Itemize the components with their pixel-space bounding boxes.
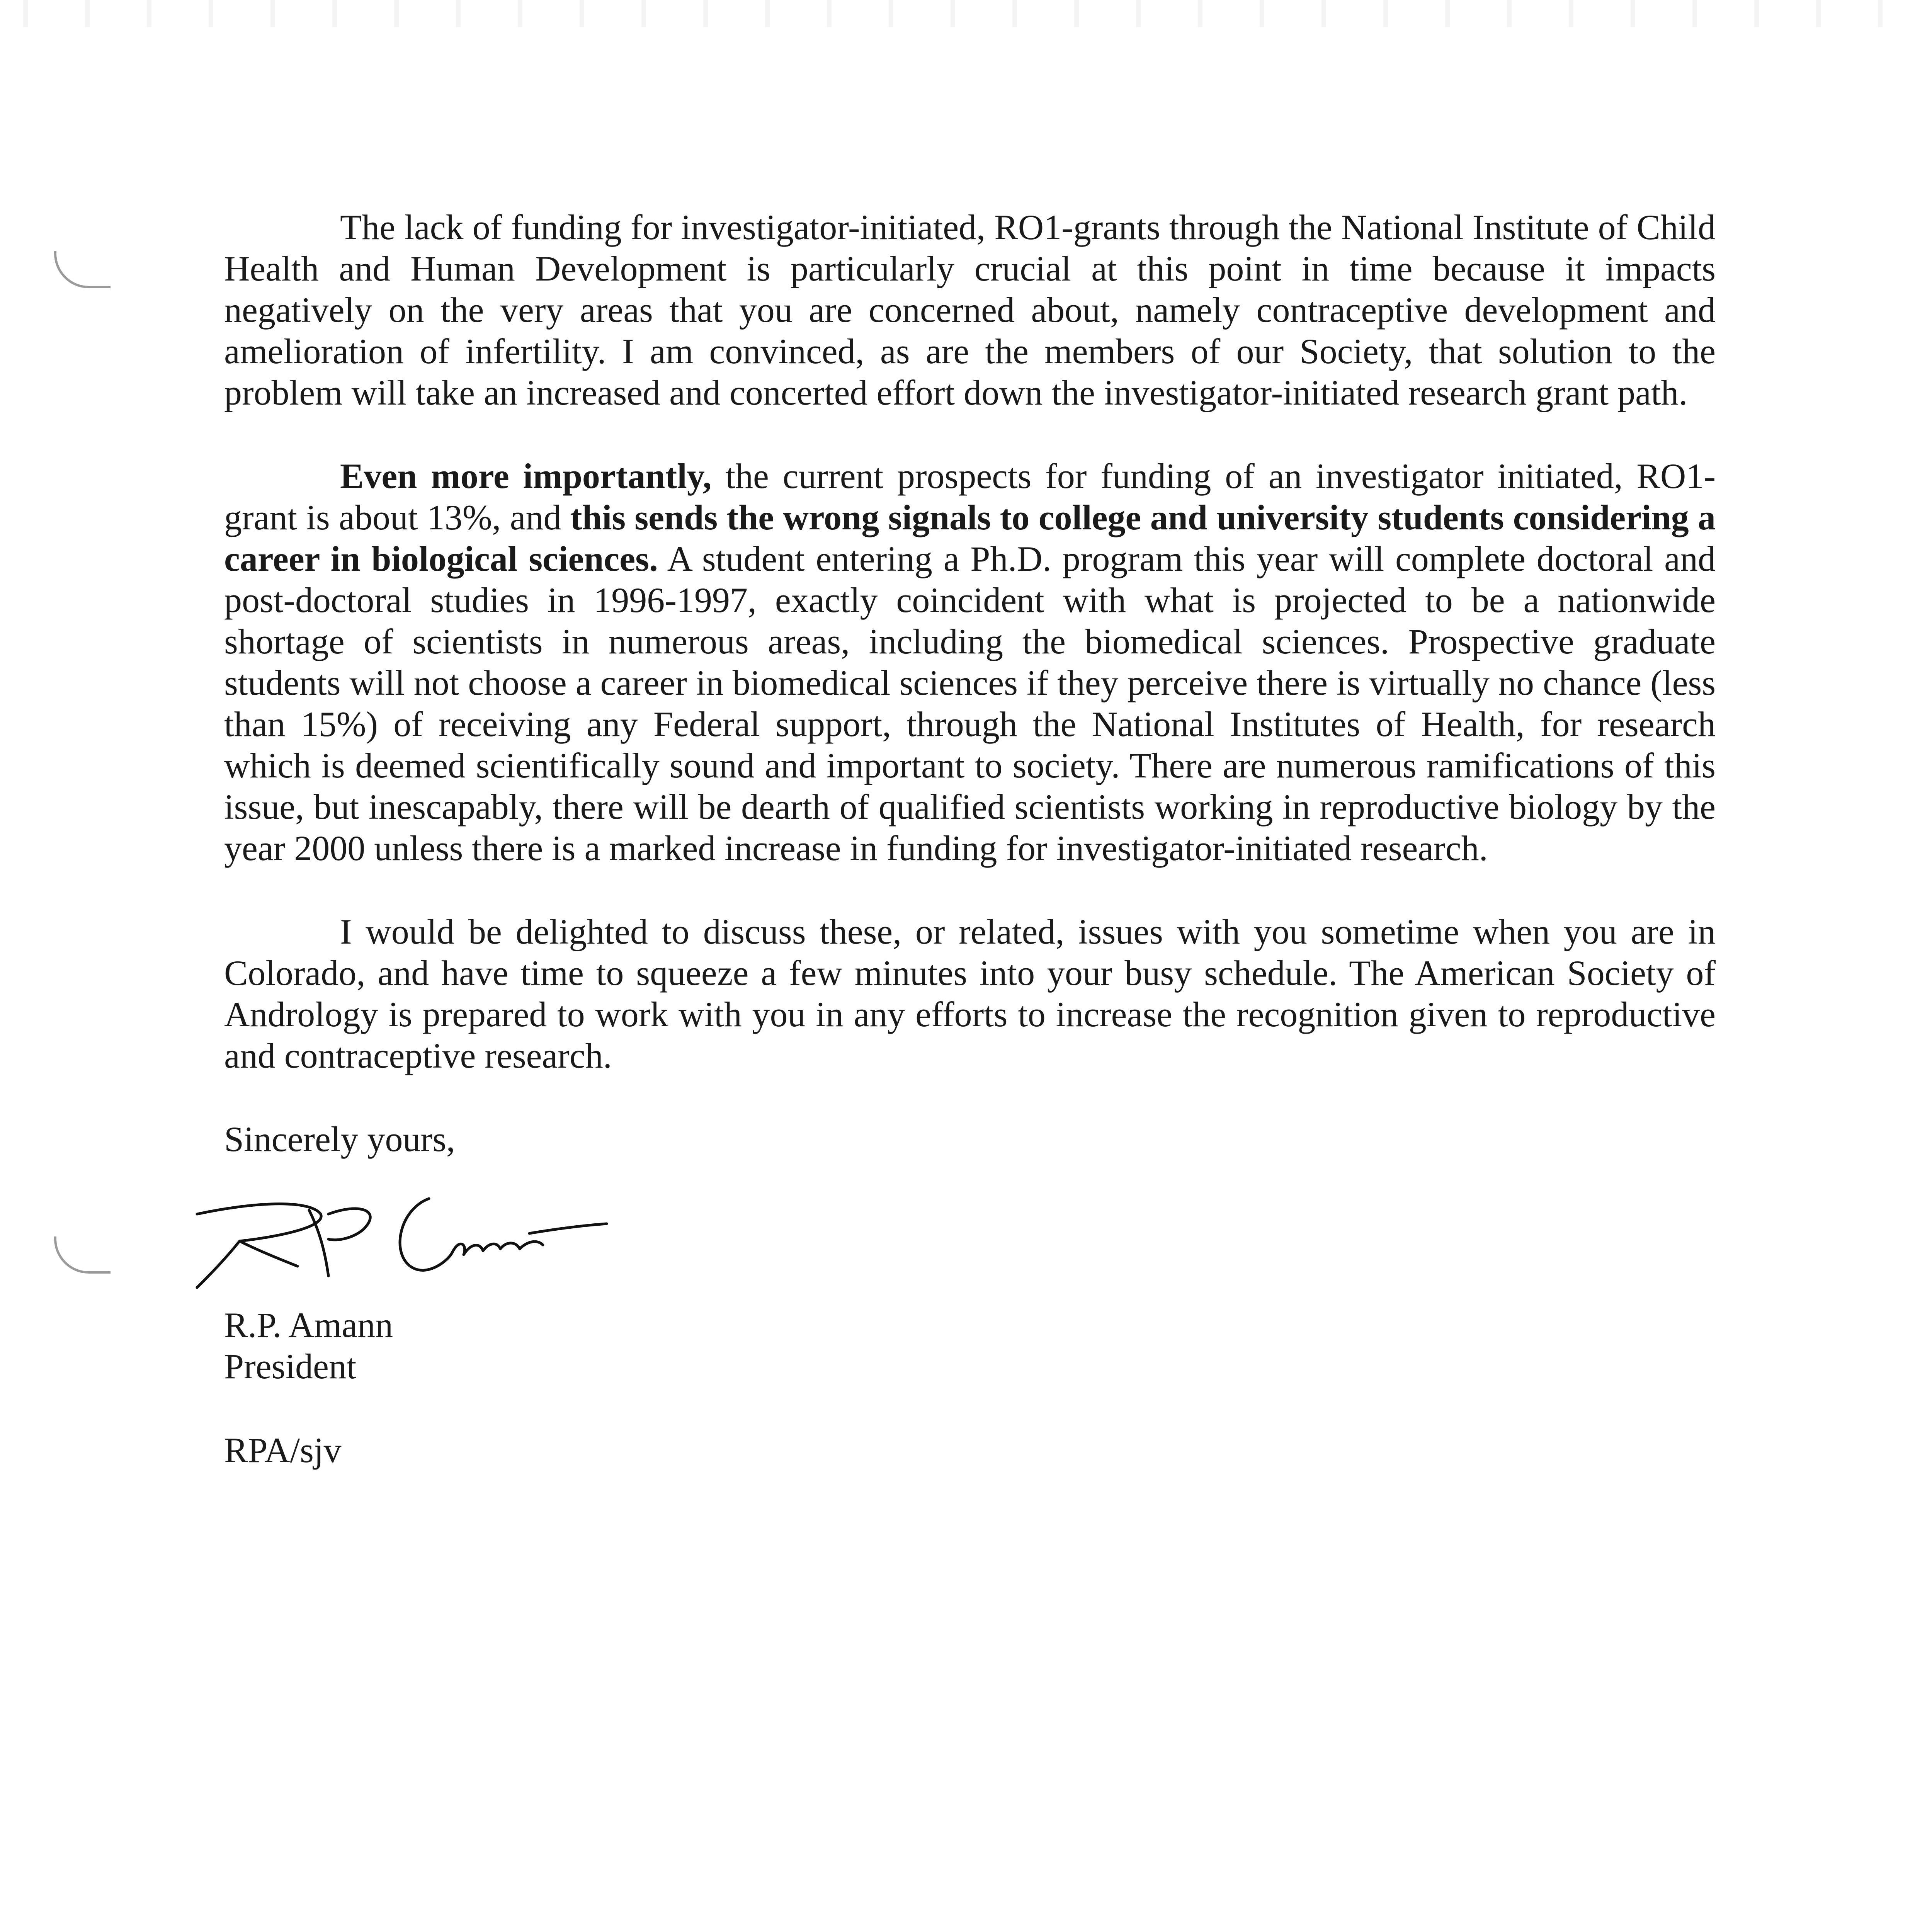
paragraph-text: A student entering a Ph.D. program this year will complete doctoral and post-doctoral studies in 1996-1997, exactly coincident with what is projected to be a nationwide shortage of scientists in numerous areas, including the biomedical sciences. Prospective graduate students will not choose a career in biomedical sciences if they perceive there is virtually no chance (less than 15%) of receiving any Federal support, through the National Institutes of Health, for research which is deemed scientifically sound and important to society. There are numerous ramifications of this issue, but inescapably, there will be dearth of qualified scientists working in reproductive biology by the year 2000 unless there is a marked increase in funding for investigator-initiated research.	[224, 539, 1716, 868]
letter-body	[224, 207, 1716, 1471]
paragraph-prospects	[224, 456, 1716, 869]
signer-block	[224, 1304, 1716, 1387]
punch-hole-mark	[54, 251, 111, 288]
closing-salutation: Sincerely yours,	[224, 1119, 455, 1159]
emphasis-signals: this sends the wrong signals to college and university students considering a career in biological sciences.	[224, 498, 1716, 578]
paragraph-discussion: I would be delighted to discuss these, or related, issues with you sometime when you are in Colorado, and have time to squeeze a few minutes into your busy schedule. The American Society of Andrology is prepared to work with you in any efforts to increase the recognition given to reproductive and contraceptive research.	[224, 912, 1716, 1075]
signer-title: President	[224, 1347, 357, 1386]
signer-name: R.P. Amann	[224, 1305, 393, 1345]
scan-top-edge	[0, 0, 1932, 27]
signature-image	[182, 1187, 614, 1299]
emphasis-intro: Even more importantly,	[340, 456, 712, 496]
paragraph-funding: The lack of funding for investigator-initiated, RO1-grants through the National Institute of Child Health and Human Development is particularly crucial at this point in time because it impacts negatively on the very areas that you are concerned about, namely contraceptive development and amelioration of infertility. I am convinced, as are the members of our Society, that solution to the problem will take an increased and concerted effort down the investigator-initiated research grant path.	[224, 207, 1716, 412]
reference-initials: RPA/sjv	[224, 1430, 342, 1470]
punch-hole-mark	[54, 1236, 111, 1274]
paragraph-text: the current prospects for funding of an investigator initiated, RO1-grant is about 13%, and	[224, 456, 1716, 537]
